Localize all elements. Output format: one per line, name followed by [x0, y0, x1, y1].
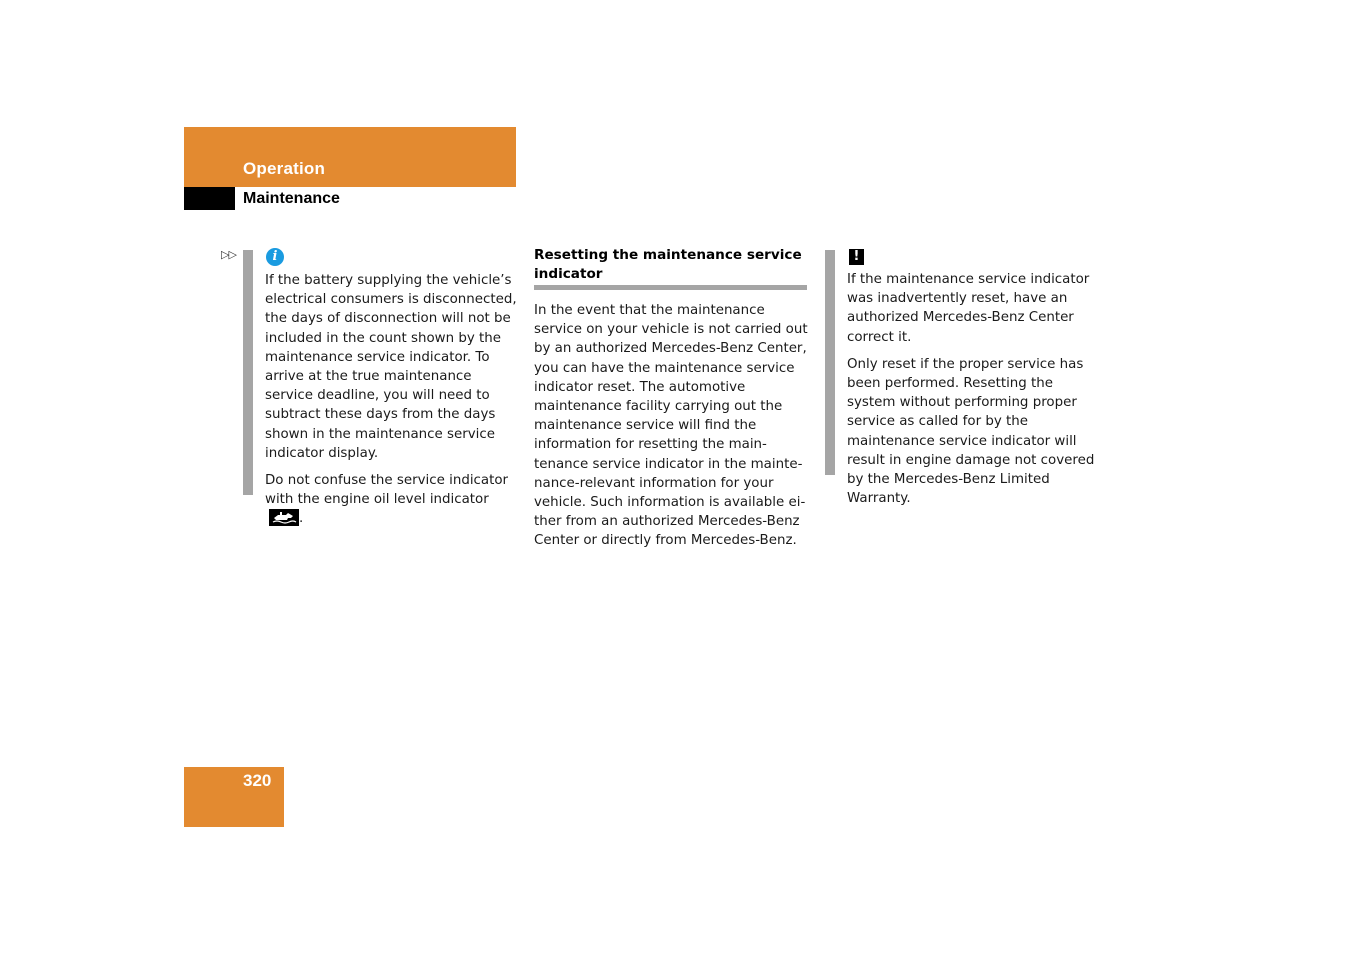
info-icon: i: [266, 248, 284, 266]
page-number: 320: [243, 771, 272, 790]
subsection-title: Maintenance: [243, 190, 340, 207]
header-band: [184, 127, 516, 187]
continued-marker: ▷▷: [221, 248, 236, 261]
info-paragraph: If the battery supplying the vehicle’s electrical consumers is disconnected, the days of disconnection will not be included in the count shown by the maintenance service indicator. To arrive at the true maintenance service deadline, you will need to subtract these days from the days shown in the maintenance service indicator display.: [265, 273, 517, 461]
info-paragraph: Do not confuse the service indicator with the engine oil level indicator .: [265, 473, 509, 527]
body-paragraph: In the event that the maintenance service on your vehicle is not carried out by an authorized Mercedes-Benz Center, you can have the maintenance service indicator reset. The automotive maintenance facility carrying out the maintenance service will find the information for resetting the maintenance service indicator in the maintenance-relevant information for your vehicle. Such information is available either from an authorized Mercedes-Benz Center or directly from Mercedes-Benz.: [534, 303, 808, 549]
warning-note: [847, 270, 1105, 516]
section-title: Operation: [243, 159, 326, 178]
heading-rule: [534, 285, 807, 290]
warning-paragraph: If the maintenance service indicator was inadvertently reset, have an authorized Mercedes-Benz Center correct it.: [847, 272, 1090, 345]
warning-icon: !: [849, 249, 864, 265]
warning-paragraph: Only reset if the proper service has been performed. Resetting the system without performing proper service as called for by the maintenance service indicator will result in engine damage not covered by the Mercedes-Benz Limited Warranty.: [847, 356, 1095, 507]
main-body: [534, 301, 810, 559]
info-note-bar: [243, 250, 253, 495]
engine-oil-level-icon: [269, 509, 299, 526]
warning-note-bar: [825, 250, 835, 475]
info-note: [265, 271, 519, 537]
section-heading: Resetting the maintenance service indicator: [534, 247, 802, 282]
header-tab-marker: [184, 187, 235, 210]
